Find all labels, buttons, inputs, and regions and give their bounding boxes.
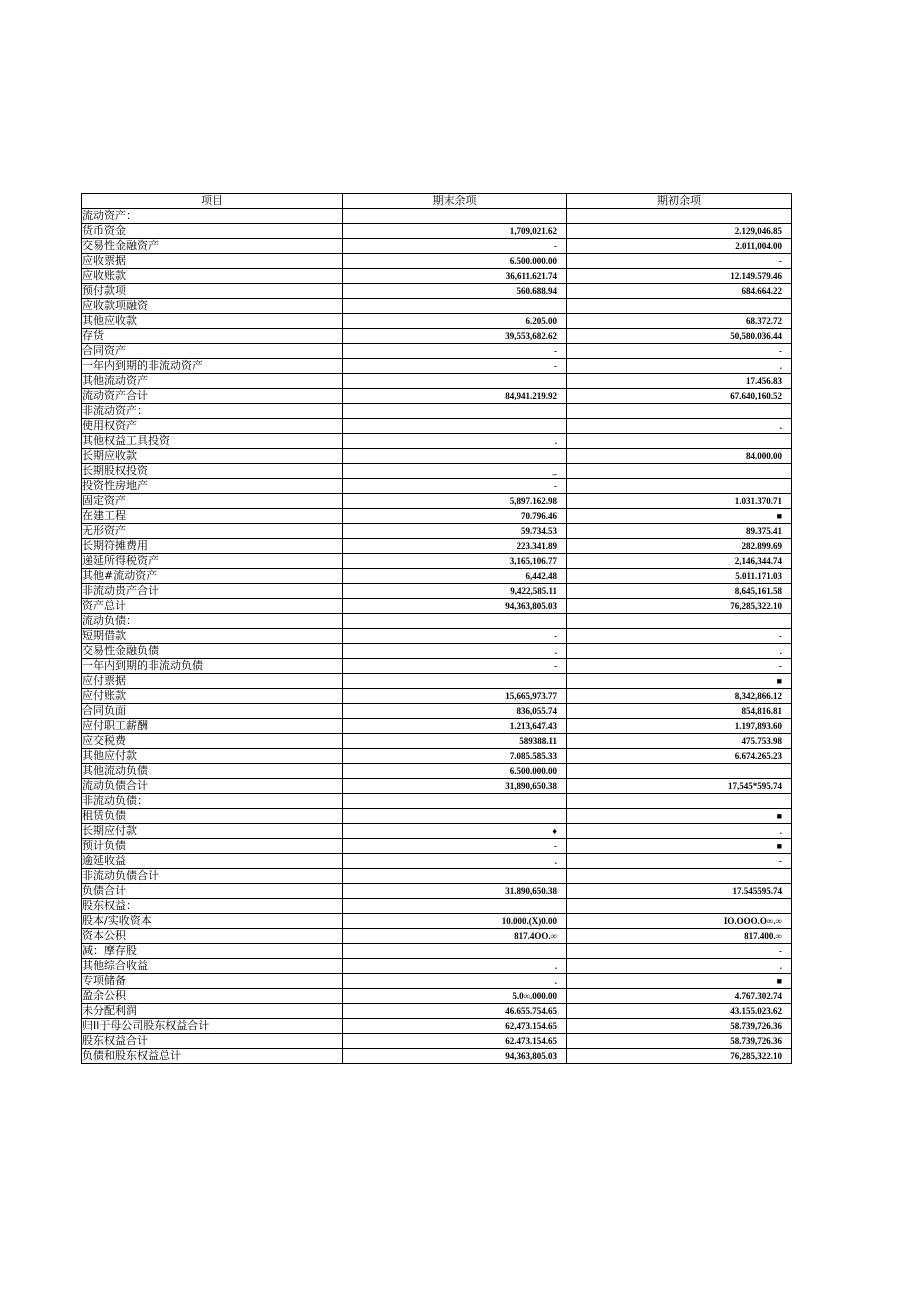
table-row <box>82 1034 792 1049</box>
row-period-end-value <box>343 614 567 629</box>
row-item-label: 未分配利润 <box>82 1004 343 1019</box>
row-item-label: 递延所得税资产 <box>82 554 343 569</box>
table-row <box>82 509 792 524</box>
row-period-end-value: 59.734.53 <box>343 524 567 539</box>
table-row <box>82 389 792 404</box>
row-period-end-value: 36,611.621.74 <box>343 269 567 284</box>
row-item-label: 合同负面 <box>82 704 343 719</box>
table-row <box>82 644 792 659</box>
row-period-end-value: 39,553,682.62 <box>343 329 567 344</box>
row-item-label: 其他应收款 <box>82 314 343 329</box>
table-row <box>82 914 792 929</box>
table-row <box>82 659 792 674</box>
row-period-end-value: - <box>343 839 567 854</box>
row-item-label: 长期股权投资 <box>82 464 343 479</box>
table-row <box>82 539 792 554</box>
row-period-end-value: 5.0∞.000.00 <box>343 989 567 1004</box>
row-period-end-value: - <box>343 344 567 359</box>
row-item-label: 交易性金融资产 <box>82 239 343 254</box>
row-period-begin-value: 2.011,004.00 <box>567 239 792 254</box>
table-row <box>82 359 792 374</box>
row-period-begin-value: 6.674.265.23 <box>567 749 792 764</box>
row-period-end-value: 817.4OO.∞ <box>343 929 567 944</box>
row-period-begin-value: - <box>567 254 792 269</box>
row-item-label: 股本/实收资本 <box>82 914 343 929</box>
row-period-end-value: 31,890,650.38 <box>343 779 567 794</box>
row-period-end-value: 6.500.000.00 <box>343 254 567 269</box>
table-row <box>82 779 792 794</box>
row-item-label: 其他应付款 <box>82 749 343 764</box>
row-period-begin-value: - <box>567 854 792 869</box>
row-item-label: 一年内到期的非流动资产 <box>82 359 343 374</box>
table-row <box>82 1049 792 1064</box>
row-period-begin-value <box>567 299 792 314</box>
row-item-label: 其他#流动资产 <box>82 569 343 584</box>
row-period-begin-value: - <box>567 944 792 959</box>
row-period-end-value: 31.890,650.38 <box>343 884 567 899</box>
table-row <box>82 569 792 584</box>
row-period-end-value: - <box>343 359 567 374</box>
row-item-label: 长期应收款 <box>82 449 343 464</box>
row-period-begin-value: 282.899.69 <box>567 539 792 554</box>
row-period-begin-value: 58.739,726.36 <box>567 1034 792 1049</box>
row-period-end-value: . <box>343 974 567 989</box>
row-item-label: 在建工程 <box>82 509 343 524</box>
row-period-begin-value <box>567 869 792 884</box>
row-period-end-value: 94,363,805.03 <box>343 1049 567 1064</box>
table-row <box>82 254 792 269</box>
row-period-begin-value <box>567 764 792 779</box>
table-row <box>82 494 792 509</box>
row-period-begin-value: 817.400.∞ <box>567 929 792 944</box>
row-period-end-value: _ <box>343 464 567 479</box>
row-item-label: 一年内到期的非流动负债 <box>82 659 343 674</box>
table-row <box>82 1019 792 1034</box>
table-row <box>82 329 792 344</box>
table-row <box>82 764 792 779</box>
row-period-end-value: 5,897.162.98 <box>343 494 567 509</box>
row-period-end-value: 589388.11 <box>343 734 567 749</box>
row-period-end-value <box>343 809 567 824</box>
row-period-end-value: 46.655.754.65 <box>343 1004 567 1019</box>
row-item-label: 应收票据 <box>82 254 343 269</box>
row-period-begin-value: ■ <box>567 974 792 989</box>
header-period-end: 期末余项 <box>343 194 567 209</box>
table-row <box>82 404 792 419</box>
row-period-begin-value: IO.OOO.O∞.∞ <box>567 914 792 929</box>
row-period-end-value <box>343 449 567 464</box>
row-period-begin-value: 17.456.83 <box>567 374 792 389</box>
row-item-label: 流动资产： <box>82 209 343 224</box>
row-item-label: 归Il于母公司股东权益合计 <box>82 1019 343 1034</box>
table-row <box>82 989 792 1004</box>
balance-sheet-table <box>81 193 792 1064</box>
table-row <box>82 839 792 854</box>
row-period-begin-value: ■ <box>567 809 792 824</box>
row-item-label: 流动资产合计 <box>82 389 343 404</box>
row-period-begin-value <box>567 479 792 494</box>
table-row <box>82 584 792 599</box>
row-item-label: 无形资产 <box>82 524 343 539</box>
table-row <box>82 449 792 464</box>
row-period-begin-value: 2,146,344.74 <box>567 554 792 569</box>
row-period-begin-value: 17,545*595.74 <box>567 779 792 794</box>
row-item-label: 应交税费 <box>82 734 343 749</box>
row-period-begin-value: 76,285,322.10 <box>567 599 792 614</box>
row-item-label: 负债合计 <box>82 884 343 899</box>
row-period-end-value <box>343 944 567 959</box>
row-period-end-value <box>343 299 567 314</box>
row-item-label: 货币资金 <box>82 224 343 239</box>
header-item: 项目 <box>82 194 343 209</box>
table-row <box>82 479 792 494</box>
table-row <box>82 1004 792 1019</box>
row-item-label: 其他综合收益 <box>82 959 343 974</box>
row-item-label: 预计负债 <box>82 839 343 854</box>
table-row <box>82 794 792 809</box>
row-item-label: 非流动贵产合计 <box>82 584 343 599</box>
row-period-end-value: - <box>343 629 567 644</box>
row-item-label: 逾延收益 <box>82 854 343 869</box>
row-period-end-value: 62,473.154.65 <box>343 1019 567 1034</box>
table-row <box>82 599 792 614</box>
table-row <box>82 929 792 944</box>
table-row <box>82 854 792 869</box>
table-row <box>82 959 792 974</box>
row-period-begin-value: 58.739,726.36 <box>567 1019 792 1034</box>
row-period-begin-value: 4.767.302.74 <box>567 989 792 1004</box>
row-period-end-value <box>343 419 567 434</box>
row-period-begin-value: 1.031.370.71 <box>567 494 792 509</box>
row-period-end-value: 7.085.585.33 <box>343 749 567 764</box>
row-item-label: 股东权益合计 <box>82 1034 343 1049</box>
row-period-end-value: . <box>343 854 567 869</box>
row-period-begin-value: - <box>567 344 792 359</box>
row-period-end-value: 15,665,973.77 <box>343 689 567 704</box>
row-period-begin-value: ■ <box>567 674 792 689</box>
table-row <box>82 344 792 359</box>
row-period-end-value: - <box>343 659 567 674</box>
row-period-end-value: ♦ <box>343 824 567 839</box>
table-row <box>82 224 792 239</box>
table-row <box>82 884 792 899</box>
table-row <box>82 974 792 989</box>
row-item-label: 应付票据 <box>82 674 343 689</box>
row-period-begin-value: 8,342,866.12 <box>567 689 792 704</box>
row-item-label: 减：摩存股 <box>82 944 343 959</box>
row-item-label: 股东权益： <box>82 899 343 914</box>
row-item-label: 交易性金融负债 <box>82 644 343 659</box>
row-item-label: 合同资产 <box>82 344 343 359</box>
row-period-end-value: 62.473.154.65 <box>343 1034 567 1049</box>
table-row <box>82 374 792 389</box>
row-period-end-value: 1,709,021.62 <box>343 224 567 239</box>
row-period-begin-value: 17.545595.74 <box>567 884 792 899</box>
table-row <box>82 239 792 254</box>
row-item-label: 预付款项 <box>82 284 343 299</box>
row-period-begin-value: - <box>567 629 792 644</box>
table-row <box>82 524 792 539</box>
table-row <box>82 554 792 569</box>
row-item-label: 存货 <box>82 329 343 344</box>
table-row <box>82 809 792 824</box>
row-period-begin-value: . <box>567 419 792 434</box>
row-period-begin-value: 67.640,160.52 <box>567 389 792 404</box>
row-period-end-value: 3,165,106.77 <box>343 554 567 569</box>
table-row <box>82 704 792 719</box>
row-period-end-value: 560.688.94 <box>343 284 567 299</box>
row-period-begin-value: - <box>567 659 792 674</box>
row-period-end-value: 6.205.00 <box>343 314 567 329</box>
row-period-begin-value: . <box>567 359 792 374</box>
table-row <box>82 629 792 644</box>
row-period-end-value: 84,941.219.92 <box>343 389 567 404</box>
table-row <box>82 314 792 329</box>
row-period-end-value: - <box>343 239 567 254</box>
header-row <box>82 194 792 209</box>
row-period-end-value: 6.500.000.00 <box>343 764 567 779</box>
row-period-begin-value: 89.375.41 <box>567 524 792 539</box>
row-item-label: 投资性房地产 <box>82 479 343 494</box>
row-item-label: 流动负债： <box>82 614 343 629</box>
table-row <box>82 464 792 479</box>
table-row <box>82 299 792 314</box>
table-row <box>82 434 792 449</box>
row-item-label: 其他流动负债 <box>82 764 343 779</box>
table-row <box>82 614 792 629</box>
row-period-begin-value <box>567 434 792 449</box>
row-period-begin-value: 854,816.81 <box>567 704 792 719</box>
row-period-begin-value: ■ <box>567 509 792 524</box>
table-row <box>82 749 792 764</box>
row-period-begin-value: 68.372.72 <box>567 314 792 329</box>
row-period-begin-value: 84.000.00 <box>567 449 792 464</box>
row-item-label: 其他权益工具投资 <box>82 434 343 449</box>
row-period-begin-value <box>567 209 792 224</box>
row-period-end-value: 94,363,805.03 <box>343 599 567 614</box>
row-period-end-value: . <box>343 959 567 974</box>
row-period-begin-value <box>567 404 792 419</box>
row-item-label: 非流动负债： <box>82 794 343 809</box>
row-period-begin-value: 12.149.579.46 <box>567 269 792 284</box>
table-row <box>82 674 792 689</box>
row-period-end-value: - <box>343 479 567 494</box>
table-row <box>82 869 792 884</box>
row-item-label: 其他流动资产 <box>82 374 343 389</box>
table-row <box>82 419 792 434</box>
row-item-label: 非流动负债合计 <box>82 869 343 884</box>
row-period-begin-value: 5.011.171.03 <box>567 569 792 584</box>
row-period-begin-value: 684.664.22 <box>567 284 792 299</box>
row-period-end-value: 9,422,585.11 <box>343 584 567 599</box>
row-period-begin-value: 8,645,161.58 <box>567 584 792 599</box>
row-item-label: 租赁负债 <box>82 809 343 824</box>
table-row <box>82 284 792 299</box>
row-item-label: 资产总计 <box>82 599 343 614</box>
row-period-end-value: 70.796.46 <box>343 509 567 524</box>
row-period-end-value: 1.213,647.43 <box>343 719 567 734</box>
row-period-begin-value: 50,580.036.44 <box>567 329 792 344</box>
table-body <box>82 209 792 1064</box>
header-period-begin: 期初余项 <box>567 194 792 209</box>
table-row <box>82 209 792 224</box>
row-period-begin-value: . <box>567 959 792 974</box>
row-period-end-value <box>343 209 567 224</box>
row-item-label: 应收账款 <box>82 269 343 284</box>
table-row <box>82 899 792 914</box>
row-item-label: 使用权资产 <box>82 419 343 434</box>
row-item-label: 资本公积 <box>82 929 343 944</box>
row-period-begin-value: 43.155.023.62 <box>567 1004 792 1019</box>
table-row <box>82 269 792 284</box>
row-item-label: 应付账款 <box>82 689 343 704</box>
table-row <box>82 719 792 734</box>
row-period-begin-value: . <box>567 824 792 839</box>
table-row <box>82 944 792 959</box>
row-period-begin-value: ■ <box>567 839 792 854</box>
row-period-end-value: . <box>343 434 567 449</box>
table-row <box>82 689 792 704</box>
row-item-label: 盈余公积 <box>82 989 343 1004</box>
row-item-label: 应付职工薪酬 <box>82 719 343 734</box>
row-item-label: 非流动资产： <box>82 404 343 419</box>
row-period-begin-value <box>567 899 792 914</box>
row-period-begin-value <box>567 614 792 629</box>
row-period-end-value: 223.341.89 <box>343 539 567 554</box>
row-period-end-value: . <box>343 644 567 659</box>
row-period-end-value <box>343 794 567 809</box>
row-period-begin-value: 76,285,322.10 <box>567 1049 792 1064</box>
row-period-begin-value <box>567 794 792 809</box>
row-period-begin-value: 2.129,046.85 <box>567 224 792 239</box>
row-period-begin-value: . <box>567 644 792 659</box>
row-item-label: 固定资产 <box>82 494 343 509</box>
row-period-end-value <box>343 899 567 914</box>
row-period-begin-value <box>567 464 792 479</box>
row-item-label: 长期应付款 <box>82 824 343 839</box>
row-period-end-value: 10.000.(X)0.00 <box>343 914 567 929</box>
row-item-label: 负债和股东权益总计 <box>82 1049 343 1064</box>
row-period-begin-value: 475.753.98 <box>567 734 792 749</box>
row-period-end-value <box>343 869 567 884</box>
row-item-label: 应收款项融资 <box>82 299 343 314</box>
row-item-label: 长期符摊费用 <box>82 539 343 554</box>
row-period-end-value: 836,055.74 <box>343 704 567 719</box>
row-item-label: 短期借款 <box>82 629 343 644</box>
row-period-end-value: 6,442.48 <box>343 569 567 584</box>
row-item-label: 流动负债合计 <box>82 779 343 794</box>
row-period-begin-value: 1.197,893.60 <box>567 719 792 734</box>
table-row <box>82 824 792 839</box>
row-period-end-value <box>343 374 567 389</box>
table-row <box>82 734 792 749</box>
row-period-end-value <box>343 674 567 689</box>
row-period-end-value <box>343 404 567 419</box>
row-item-label: 专项储备 <box>82 974 343 989</box>
